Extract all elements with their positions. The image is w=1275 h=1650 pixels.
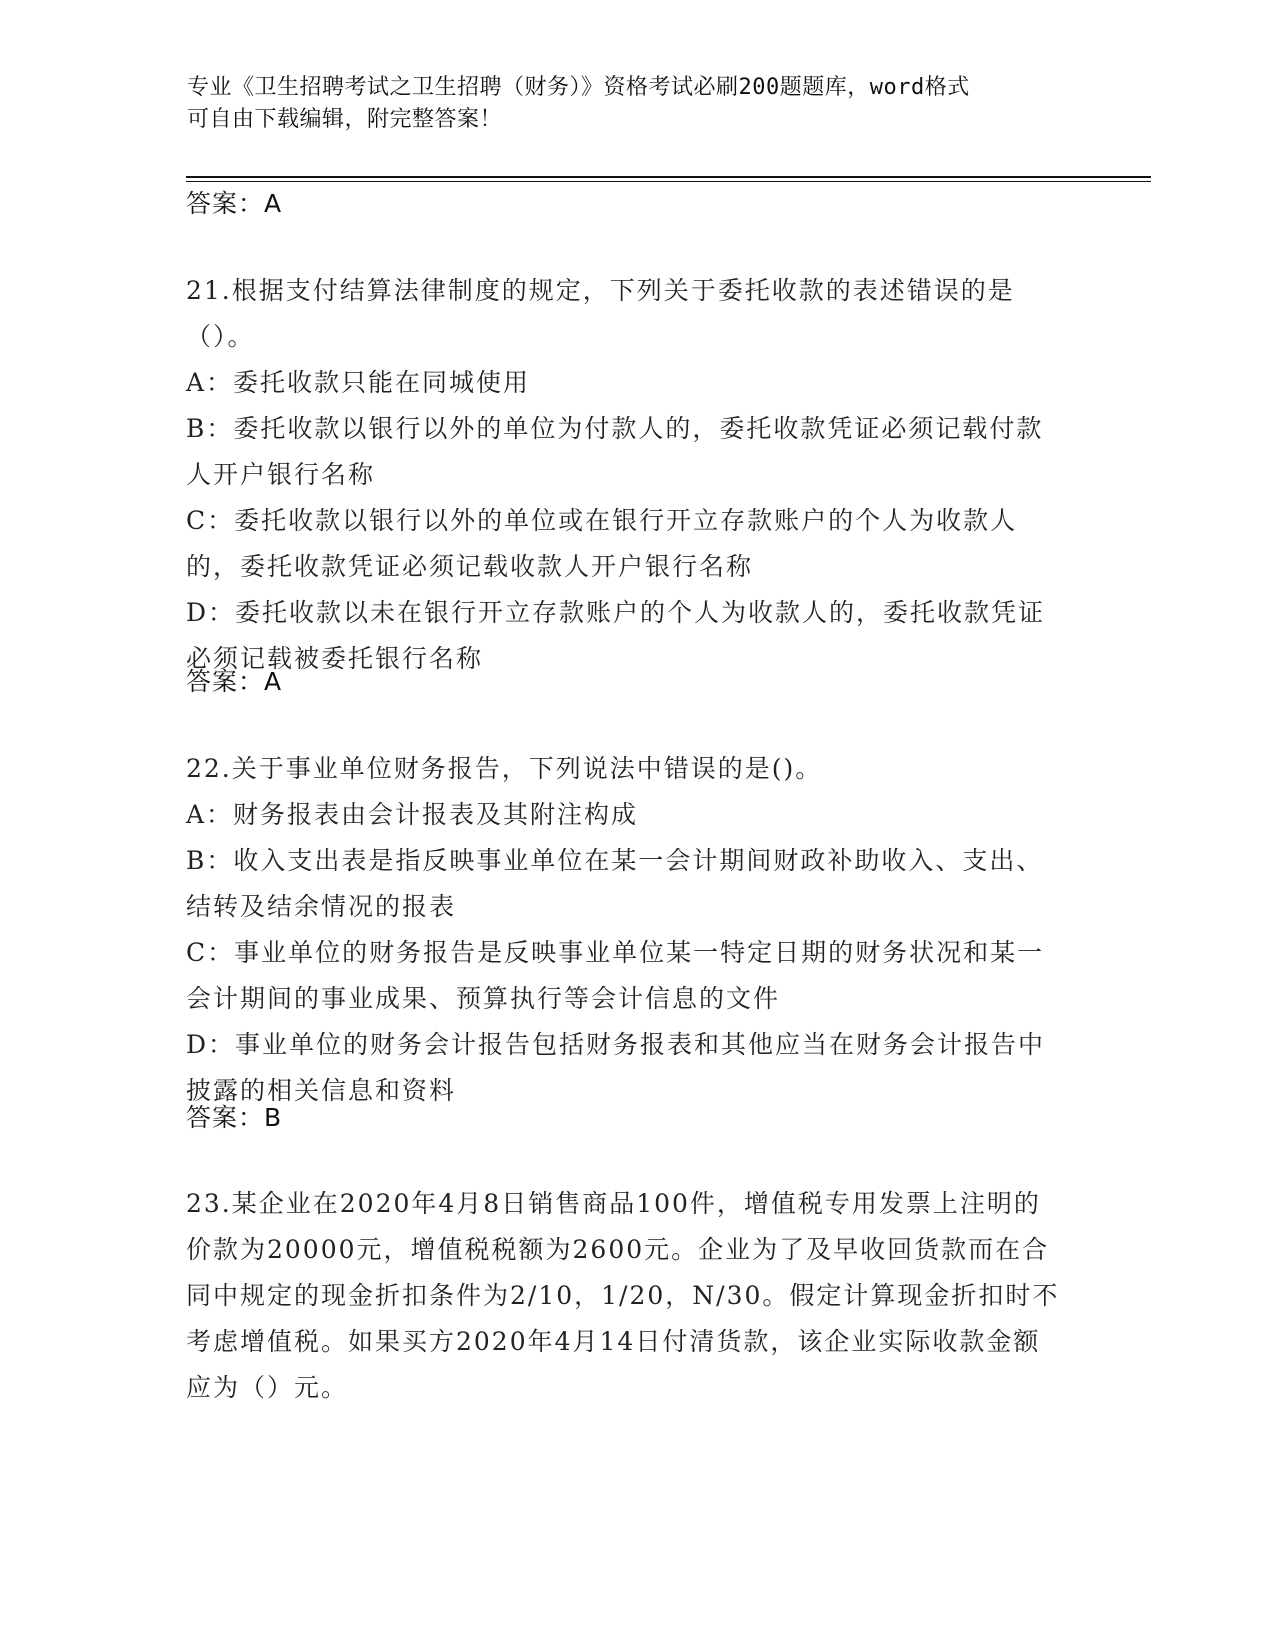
option-d: D：委托收款以未在银行开立存款账户的个人为收款人的，委托收款凭证必须记载被委托银行名称 [186,598,1046,673]
question-stem: 21.根据支付结算法律制度的规定，下列关于委托收款的表述错误的是（）。 [186,276,1015,351]
option-c: C：委托收款以银行以外的单位或在银行开立存款账户的个人为收款人的，委托收款凭证必须记载收款人开户银行名称 [186,506,1018,581]
header-line-2: 可自由下载编辑，附完整答案！ [187,107,503,132]
header-line-1: 专业《卫生招聘考试之卫生招聘（财务）》资格考试必刷200题题库，word格式 [187,75,970,100]
option-a: A：委托收款只能在同城使用 [186,368,531,397]
question-stem: 22.关于事业单位财务报告，下列说法中错误的是()。 [186,754,823,783]
option-c: C：事业单位的财务报告是反映事业单位某一特定日期的财务状况和某一会计期间的事业成果、预算执行等会计信息的文件 [186,938,1045,1013]
header-rule-thin [186,181,1151,182]
question-22 [186,746,1066,1114]
option-a: A：财务报表由会计报表及其附注构成 [186,800,639,829]
answer-22: 答案：B [186,1103,283,1132]
header-rule-thick [186,176,1151,178]
answer-previous: 答案：A [186,189,283,218]
option-d: D：事业单位的财务会计报告包括财务报表和其他应当在财务会计报告中披露的相关信息和资料 [186,1030,1046,1105]
option-b: B：委托收款以银行以外的单位为付款人的，委托收款凭证必须记载付款人开户银行名称 [186,414,1044,489]
question-stem: 23.某企业在2020年4月8日销售商品100件，增值税专用发票上注明的价款为20000元，增值税税额为2600元。企业为了及早收回货款而在合同中规定的现金折扣条件为2/10，1/20，N/30。假定计算现金折扣时不考虑增值税。如果买方2020年4月14日付清货款，该企业实际收款金额应为（）元。 [186,1189,1060,1402]
question-23 [186,1181,1066,1411]
answer-21: 答案：A [186,667,283,696]
document-header [187,72,1067,136]
option-b: B：收入支出表是指反映事业单位在某一会计期间财政补助收入、支出、结转及结余情况的报表 [186,846,1044,921]
question-21 [186,268,1066,682]
